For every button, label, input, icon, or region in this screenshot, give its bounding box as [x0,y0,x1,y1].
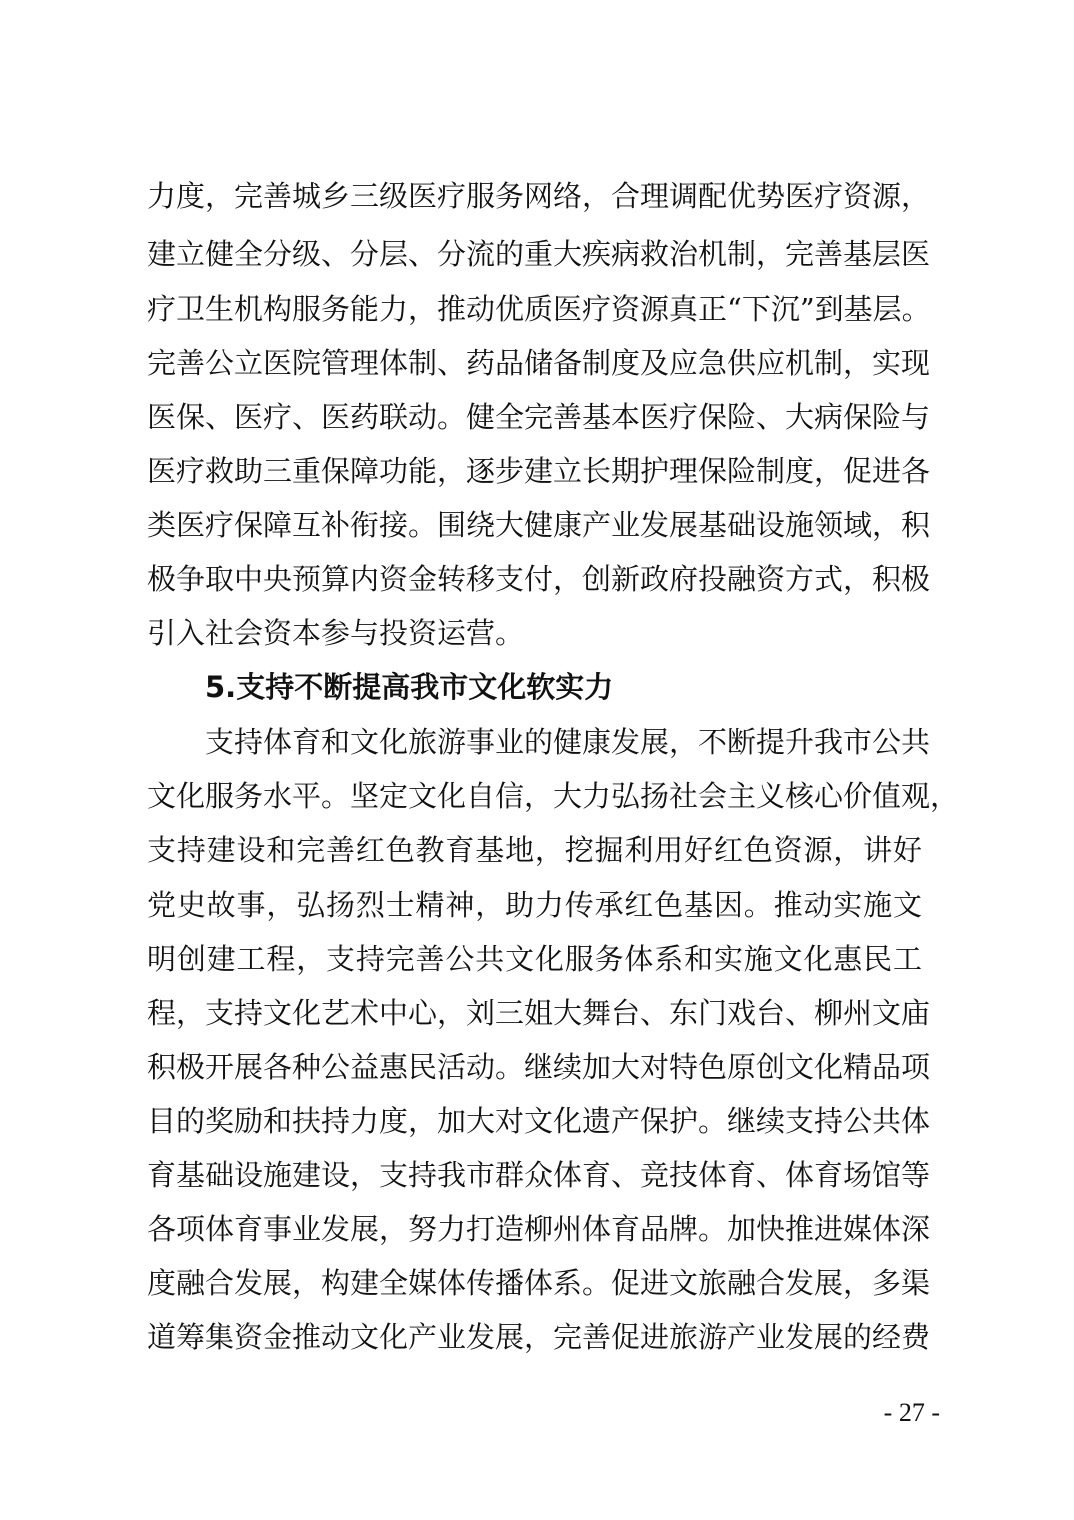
page-number: - 27 - [883,1398,940,1427]
paragraph-line: 各项体育事业发展，努力打造柳州体育品牌。加快推进媒体深 [147,1212,931,1246]
section-heading: 5.支持不断提高我市文化软实力 [205,670,614,704]
paragraph-line: 极争取中央预算内资金转移支付，创新政府投融资方式，积极 [147,562,931,596]
paragraph-line: 完善公立医院管理体制、药品储备制度及应急供应机制，实现 [147,346,931,380]
paragraph-line: 建立健全分级、分层、分流的重大疾病救治机制，完善基层医 [147,237,931,271]
paragraph-line: 育基础设施建设，支持我市群众体育、竞技体育、体育场馆等 [147,1158,931,1192]
paragraph-line: 道筹集资金推动文化产业发展，完善促进旅游产业发展的经费 [147,1320,931,1354]
paragraph-line: 明创建工程，支持完善公共文化服务体系和实施文化惠民工 [147,942,922,976]
paragraph-line: 文化服务水平。坚定文化自信，大力弘扬社会主义核心价值观， [147,779,960,813]
paragraph-line: 引入社会资本参与投资运营。 [147,616,525,650]
paragraph-line: 类医疗保障互补衔接。围绕大健康产业发展基础设施领域，积 [147,508,931,542]
paragraph-line: 医疗救助三重保障功能，逐步建立长期护理保险制度，促进各 [147,454,931,488]
paragraph-line: 积极开展各种公益惠民活动。继续加大对特色原创文化精品项 [147,1050,931,1084]
paragraph-line: 程，支持文化艺术中心，刘三姐大舞台、东门戏台、柳州文庙 [147,996,931,1030]
paragraph-line: 支持建设和完善红色教育基地，挖掘利用好红色资源，讲好 [147,833,922,867]
paragraph-line: 力度，完善城乡三级医疗服务网络，合理调配优势医疗资源， [147,179,931,213]
paragraph-line: 目的奖励和扶持力度，加大对文化遗产保护。继续支持公共体 [147,1104,931,1138]
paragraph-line: 支持体育和文化旅游事业的健康发展，不断提升我市公共 [205,725,931,759]
paragraph-line: 党史故事，弘扬烈士精神，助力传承红色基因。推动实施文 [147,888,922,922]
paragraph-line: 医保、医疗、医药联动。健全完善基本医疗保险、大病保险与 [147,400,931,434]
paragraph-line: 疗卫生机构服务能力，推动优质医疗资源真正“下沉”到基层。 [147,292,931,326]
paragraph-line: 度融合发展，构建全媒体传播体系。促进文旅融合发展，多渠 [147,1266,931,1300]
